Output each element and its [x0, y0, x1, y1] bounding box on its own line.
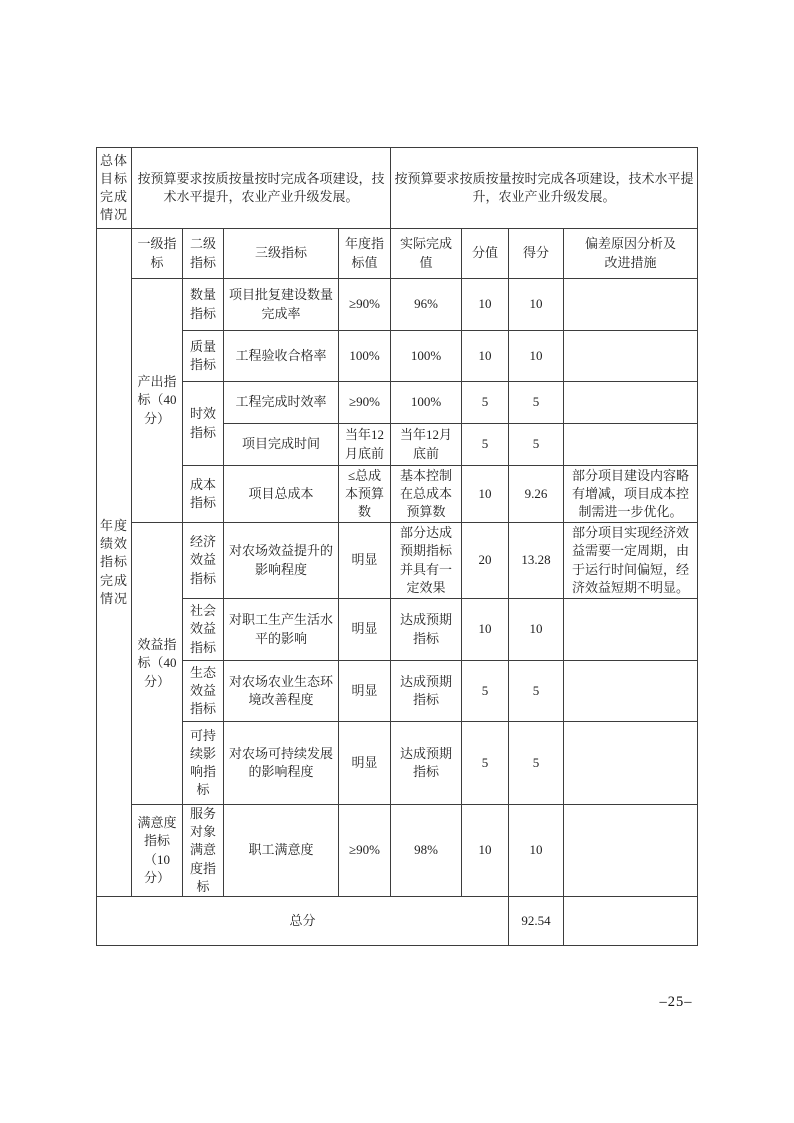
- overall-goal-row-label: 总体目标完成情况: [97, 148, 132, 229]
- overall-goal-planned: 按预算要求按质按量按时完成各项建设，技术水平提升，农业产业升级发展。: [132, 148, 391, 229]
- target-cell: 明显: [339, 523, 391, 599]
- level3-cell: 对农场可持续发展的影响程度: [224, 722, 339, 805]
- deviation-cell-empty: [564, 805, 698, 897]
- level3-cell: 职工满意度: [224, 805, 339, 897]
- actual-cell: 96%: [391, 279, 462, 331]
- page-number: –25–: [659, 994, 693, 1010]
- actual-cell: 100%: [391, 382, 462, 424]
- points-cell: 5: [462, 382, 509, 424]
- annual-section-label: 年度绩效指标完成情况: [97, 229, 132, 897]
- level2-cell: 数量指标: [183, 279, 224, 331]
- indicator-row-economic: [97, 523, 698, 599]
- score-cell: 5: [509, 722, 564, 805]
- deviation-cell-empty: [564, 424, 698, 466]
- level2-cell: 服务对象满意度指标: [183, 805, 224, 897]
- header-deviation: [564, 229, 698, 279]
- indicator-row-cost: [97, 466, 698, 523]
- deviation-cell: 部分项目实现经济效益需要一定周期，由于运行时间偏短，经济效益短期不明显。: [564, 523, 698, 599]
- target-cell: 明显: [339, 722, 391, 805]
- actual-cell: 部分达成预期指标并具有一定效果: [391, 523, 462, 599]
- actual-cell: 当年12月底前: [391, 424, 462, 466]
- header-deviation-text: 偏差原因分析及改进措施: [585, 236, 677, 270]
- level2-cell-timeliness: 时效指标: [183, 382, 224, 466]
- deviation-cell-empty: [564, 599, 698, 661]
- score-cell: 10: [509, 331, 564, 382]
- deviation-cell-empty: [564, 331, 698, 382]
- points-cell: 5: [462, 722, 509, 805]
- indicator-row-ecological: [97, 661, 698, 722]
- score-cell: 5: [509, 382, 564, 424]
- header-level2: 二级指标: [183, 229, 224, 279]
- score-cell: 10: [509, 599, 564, 661]
- table-header-row: [97, 229, 698, 279]
- score-cell: 5: [509, 424, 564, 466]
- target-cell: 明显: [339, 599, 391, 661]
- target-cell: ≥90%: [339, 279, 391, 331]
- indicator-row-sustainability: [97, 722, 698, 805]
- target-cell: 明显: [339, 661, 391, 722]
- target-cell: 当年12月底前: [339, 424, 391, 466]
- level3-cell: 项目完成时间: [224, 424, 339, 466]
- level3-cell: 工程验收合格率: [224, 331, 339, 382]
- level2-cell: 生态效益指标: [183, 661, 224, 722]
- indicator-row-quality: [97, 331, 698, 382]
- header-actual: 实际完成值: [391, 229, 462, 279]
- actual-cell: 达成预期指标: [391, 599, 462, 661]
- score-cell: 5: [509, 661, 564, 722]
- total-label: 总分: [97, 897, 509, 946]
- score-cell: 9.26: [509, 466, 564, 523]
- points-cell: 10: [462, 466, 509, 523]
- header-level3: 三级指标: [224, 229, 339, 279]
- indicator-row-social: [97, 599, 698, 661]
- actual-cell: 基本控制在总成本预算数: [391, 466, 462, 523]
- actual-cell: 达成预期指标: [391, 722, 462, 805]
- deviation-cell-empty: [564, 661, 698, 722]
- points-cell: 10: [462, 599, 509, 661]
- indicator-row-timeliness-rate: [97, 382, 698, 424]
- level2-cell: 成本指标: [183, 466, 224, 523]
- deviation-cell-empty: [564, 897, 698, 946]
- score-cell: 10: [509, 279, 564, 331]
- deviation-cell-empty: [564, 279, 698, 331]
- level3-cell: 工程完成时效率: [224, 382, 339, 424]
- points-cell: 10: [462, 331, 509, 382]
- overall-goal-actual: 按预算要求按质按量按时完成各项建设，技术水平提升，农业产业升级发展。: [391, 148, 698, 229]
- total-score: 92.54: [509, 897, 564, 946]
- total-row: [97, 897, 698, 946]
- points-cell: 5: [462, 661, 509, 722]
- level2-cell: 质量指标: [183, 331, 224, 382]
- deviation-cell-empty: [564, 382, 698, 424]
- actual-cell: 98%: [391, 805, 462, 897]
- points-cell: 10: [462, 805, 509, 897]
- target-cell: ≥90%: [339, 382, 391, 424]
- level3-cell: 对农场效益提升的影响程度: [224, 523, 339, 599]
- level3-cell: 对职工生产生活水平的影响: [224, 599, 339, 661]
- level3-cell: 项目批复建设数量完成率: [224, 279, 339, 331]
- level2-cell: 社会效益指标: [183, 599, 224, 661]
- header-level1: 一级指标: [132, 229, 183, 279]
- target-cell: 100%: [339, 331, 391, 382]
- target-cell: ≤总成本预算数: [339, 466, 391, 523]
- level3-cell: 对农场农业生态环境改善程度: [224, 661, 339, 722]
- target-cell: ≥90%: [339, 805, 391, 897]
- actual-cell: 达成预期指标: [391, 661, 462, 722]
- level3-cell: 项目总成本: [224, 466, 339, 523]
- deviation-cell: 部分项目建设内容略有增减，项目成本控制需进一步优化。: [564, 466, 698, 523]
- points-cell: 20: [462, 523, 509, 599]
- indicator-row-quantity: [97, 279, 698, 331]
- points-cell: 5: [462, 424, 509, 466]
- level1-satisfaction-group: 满意度指标（10分）: [132, 805, 183, 897]
- score-cell: 13.28: [509, 523, 564, 599]
- level1-output-group: 产出指标（40分）: [132, 279, 183, 523]
- actual-cell: 100%: [391, 331, 462, 382]
- header-target: 年度指标值: [339, 229, 391, 279]
- level2-cell: 可持续影响指标: [183, 722, 224, 805]
- header-score: 得分: [509, 229, 564, 279]
- level2-cell: 经济效益指标: [183, 523, 224, 599]
- indicator-row-satisfaction: [97, 805, 698, 897]
- level1-benefit-group: 效益指标（40分）: [132, 523, 183, 805]
- header-points: 分值: [462, 229, 509, 279]
- deviation-cell-empty: [564, 722, 698, 805]
- score-cell: 10: [509, 805, 564, 897]
- overall-goal-row: [97, 148, 698, 229]
- performance-evaluation-table: [96, 147, 698, 946]
- points-cell: 10: [462, 279, 509, 331]
